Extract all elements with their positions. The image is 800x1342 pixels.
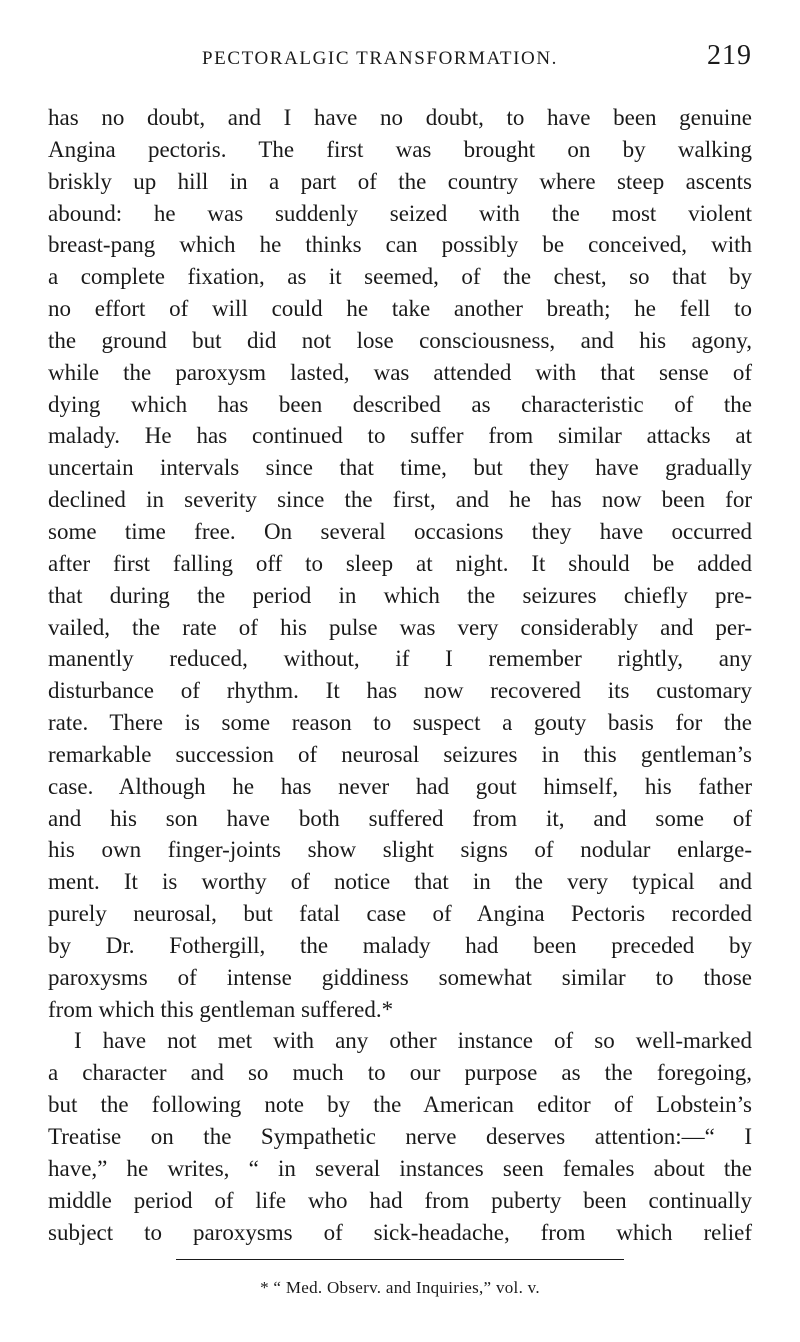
text-line: but the following note by the American editor of Lobstein’s	[48, 1092, 752, 1118]
text-line: has no doubt, and I have no doubt, to have been genuine	[48, 105, 752, 130]
text-line: after first falling off to sleep at night. It should be added	[48, 550, 752, 576]
text-line: abound: he was suddenly seized with the most violent	[48, 200, 752, 226]
text-line: paroxysms of intense giddiness somewhat similar to those	[48, 964, 752, 990]
text-line: malady. He has continued to suffer from similar attacks at	[48, 423, 752, 449]
text-line: briskly up hill in a part of the country where steep ascents	[48, 168, 752, 194]
footnote-rule	[176, 1259, 624, 1260]
text-line: Angina pectoris. The first was brought on by walking	[48, 136, 752, 162]
text-line: disturbance of rhythm. It has now recovered its customary	[48, 678, 752, 704]
text-line: a character and so much to our purpose as the foregoing,	[48, 1060, 752, 1086]
text-line: no effort of will could he take another breath; he fell to	[48, 296, 752, 322]
text-line: declined in severity since the first, and he has now been for	[48, 487, 752, 513]
text-line: ment. It is worthy of notice that in the very typical and	[48, 869, 752, 895]
text-line: remarkable succession of neurosal seizures in this gentleman’s	[48, 741, 752, 767]
text-line: uncertain intervals since that time, but they have gradually	[48, 455, 752, 481]
text-line: Treatise on the Sympathetic nerve deserves attention:—“ I	[48, 1124, 752, 1149]
text-line: and his son have both suffered from it, and some of	[48, 805, 752, 831]
paragraph-first-line: I have not met with any other instance of so well-marked	[74, 1028, 752, 1054]
text-line: middle period of life who had from puberty been continually	[48, 1187, 752, 1213]
text-line: a complete fixation, as it seemed, of the chest, so that by	[48, 264, 752, 290]
footnote: * “ Med. Observ. and Inquiries,” vol. v.	[260, 1278, 540, 1297]
text-line: case. Although he has never had gout himself, his father	[48, 773, 752, 799]
text-line: his own finger-joints show slight signs of nodular enlarge-	[48, 837, 752, 863]
text-line: that during the period in which the seizures chiefly pre-	[48, 582, 752, 608]
text-line: vailed, the rate of his pulse was very considerably and per-	[48, 614, 752, 640]
text-line: by Dr. Fothergill, the malady had been preceded by	[48, 932, 752, 958]
text-line: breast-pang which he thinks can possibly be conceived, with	[48, 232, 752, 258]
text-line: rate. There is some reason to suspect a gouty basis for the	[48, 710, 752, 736]
page-number: 219	[707, 40, 752, 71]
text-line: subject to paroxysms of sick-headache, from which relief	[48, 1219, 752, 1245]
text-line: some time free. On several occasions they have occurred	[48, 518, 752, 544]
text-line: while the paroxysm lasted, was attended with that sense of	[48, 359, 752, 385]
text-line: the ground but did not lose consciousness, and his agony,	[48, 327, 752, 353]
text-line: have,” he writes, “ in several instances seen females about the	[48, 1155, 752, 1181]
paragraph-last-line: from which this gentleman suffered.*	[48, 996, 394, 1022]
text-line: dying which has been described as characteristic of the	[48, 391, 752, 417]
running-title: PECTORALGIC TRANSFORMATION.	[201, 48, 559, 69]
text-line: purely neurosal, but fatal case of Angina Pectoris recorded	[48, 901, 752, 927]
text-line: manently reduced, without, if I remember rightly, any	[48, 646, 752, 672]
body-text	[48, 102, 752, 1248]
running-head	[48, 40, 752, 76]
